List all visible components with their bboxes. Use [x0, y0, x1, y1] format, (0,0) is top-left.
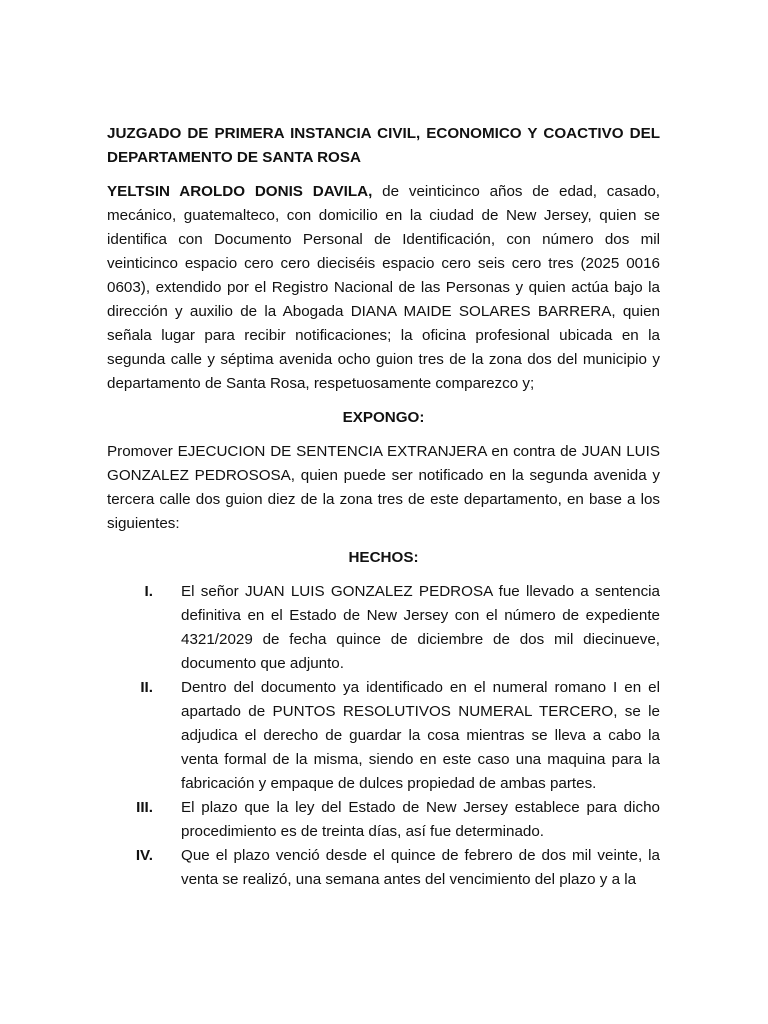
- list-item: [107, 676, 660, 796]
- petitioner-name: YELTSIN AROLDO DONIS DAVILA,: [107, 183, 373, 200]
- list-item: [107, 796, 660, 844]
- fact-number: I.: [144, 583, 153, 600]
- fact-number: IV.: [135, 847, 153, 864]
- fact-text: El plazo que la ley del Estado de New Jersey establece para dicho procedimiento es de treinta días, así fue determinado.: [181, 799, 660, 840]
- fact-number: II.: [140, 679, 153, 696]
- list-item: [107, 844, 660, 892]
- court-heading: JUZGADO DE PRIMERA INSTANCIA CIVIL, ECONOMICO Y COACTIVO DEL DEPARTAMENTO DE SANTA ROSA: [107, 125, 660, 166]
- fact-number: III.: [136, 799, 153, 816]
- expongo-paragraph: Promover EJECUCION DE SENTENCIA EXTRANJERA en contra de JUAN LUIS GONZALEZ PEDROSOSA, quien puede ser notificado en la segunda avenida y tercera calle dos guion diez de la zona tres de este departamento, en base a los siguientes:: [107, 443, 660, 532]
- fact-text: El señor JUAN LUIS GONZALEZ PEDROSA fue llevado a sentencia definitiva en el Estado de New Jersey con el número de expediente 4321/2029 de fecha quince de diciembre de dos mil diecinueve, documento que adjunto.: [181, 583, 660, 672]
- fact-text: Dentro del documento ya identificado en el numeral romano I en el apartado de PUNTOS RESOLUTIVOS NUMERAL TERCERO, se le adjudica el derecho de guardar la cosa mientras se lleva a cabo la venta formal de la misma, siendo en este caso una maquina para la fabricación y empaque de dulces propiedad de ambas partes.: [181, 679, 660, 792]
- list-item: [107, 580, 660, 676]
- intro-paragraph: [107, 180, 660, 396]
- expongo-title: EXPONGO:: [342, 409, 425, 426]
- intro-text: de veinticinco años de edad, casado, mecánico, guatemalteco, con domicilio en la ciudad de New Jersey, quien se identifica con Documento Personal de Identificación, con número dos mil veinticinco espacio cero cero dieciséis espacio cero seis cero tres (2025 0016 0603), extendido por el Registro Nacional de las Personas y quien actúa bajo la dirección y auxilio de la Abogada DIANA MAIDE SOLARES BARRERA, quien señala lugar para recibir notificaciones; la oficina profesional ubicada en la segunda calle y séptima avenida ocho guion tres de la zona dos del municipio y departamento de Santa Rosa, respetuosamente comparezco y;: [107, 183, 660, 392]
- hechos-list: [107, 580, 660, 892]
- document-page: [107, 122, 660, 892]
- hechos-title: HECHOS:: [348, 549, 419, 566]
- fact-text: Que el plazo venció desde el quince de febrero de dos mil veinte, la venta se realizó, una semana antes del vencimiento del plazo y a la: [181, 847, 660, 888]
